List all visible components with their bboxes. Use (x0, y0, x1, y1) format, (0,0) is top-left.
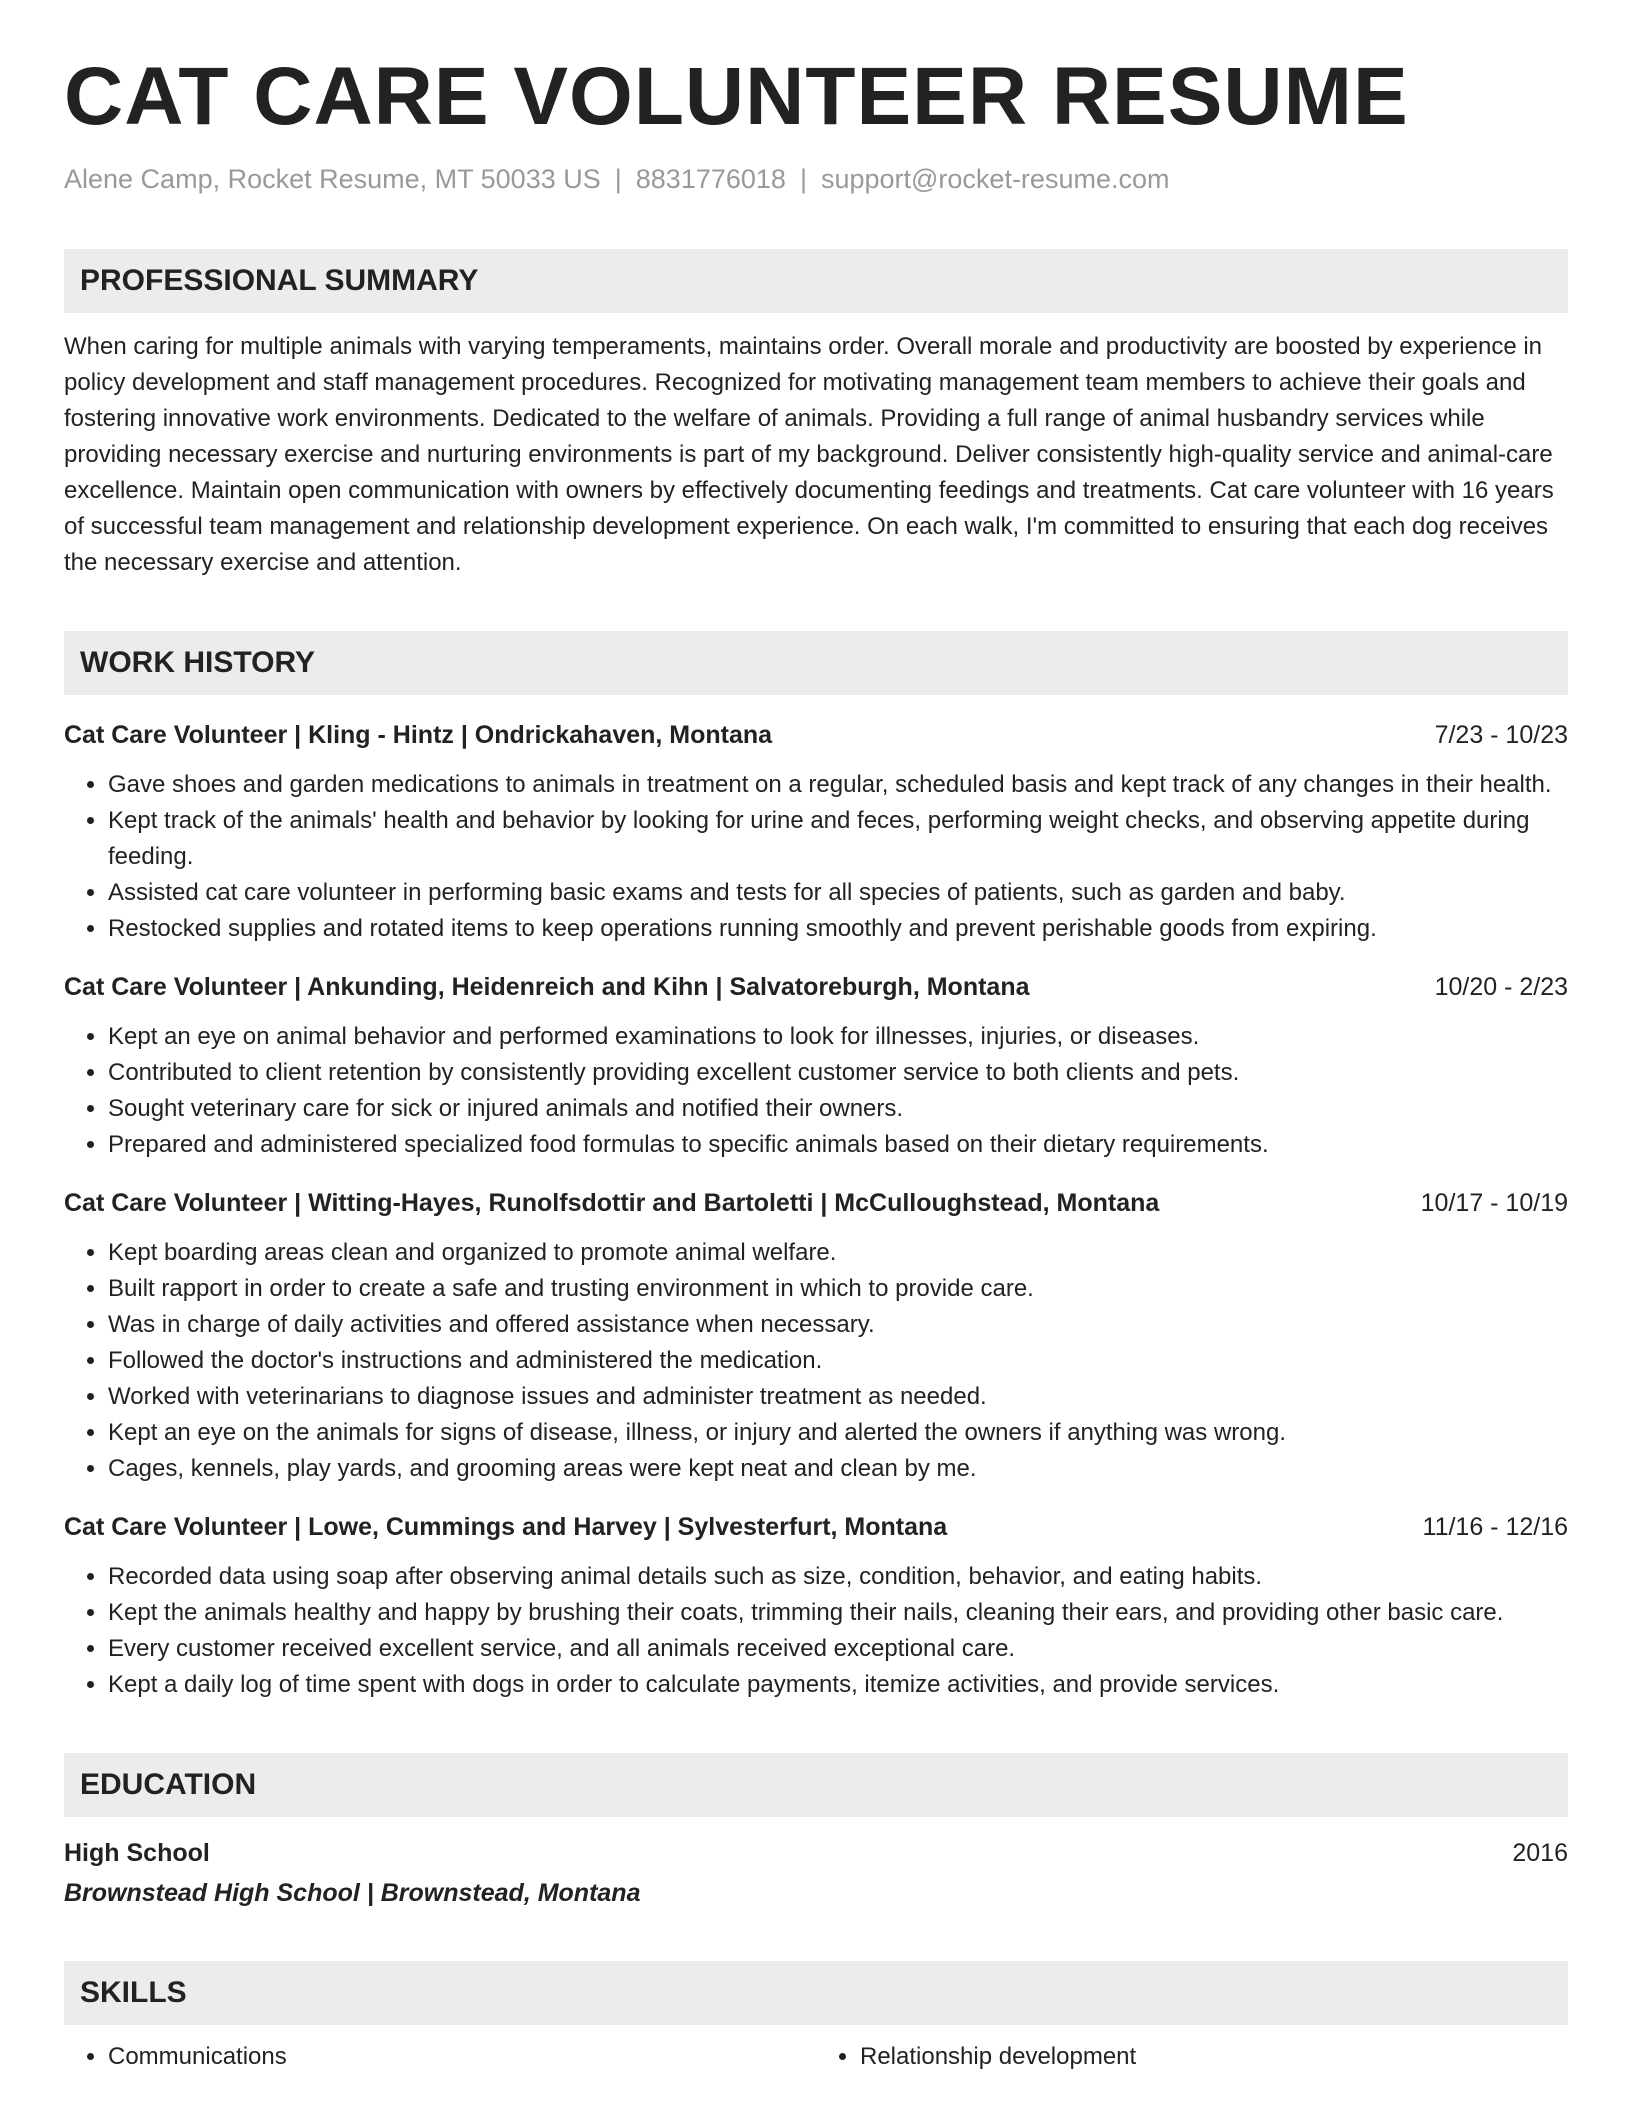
job-bullet: • Was in charge of daily activities and offered assistance when necessary. (108, 1307, 1568, 1343)
resume-title: CAT CARE VOLUNTEER RESUME (64, 51, 1409, 142)
job-bullet: • Recorded data using soap after observing animal details such as size, condition, behavior, and eating habits. (108, 1559, 1568, 1595)
skill-item: • Communications (108, 2039, 816, 2075)
summary-heading: PROFESSIONAL SUMMARY (64, 249, 1568, 313)
job-entry (64, 717, 1568, 947)
summary-text: When caring for multiple animals with varying temperaments, maintains order. Overall morale and productivity are boosted by experience in policy development and staff management procedures. Recognized for motivating management team members to achieve their goals and fostering innovative work environments. Dedicated to the welfare of animals. Providing a full range of animal husbandry services while providing necessary exercise and nurturing environments is part of my background. Deliver consistently high-quality service and animal-care excellence. Maintain open communication with owners by effectively documenting feedings and treatments. Cat care volunteer with 16 years of successful team management and relationship development experience. On each walk, I'm committed to ensuring that each dog receives the necessary exercise and attention. (64, 333, 1554, 577)
job-entry (64, 1185, 1568, 1487)
job-title: Cat Care Volunteer | Ankunding, Heidenreich and Kihn | Salvatoreburgh, Montana (64, 973, 1030, 1002)
job-bullet: • Every customer received excellent service, and all animals received exceptional care. (108, 1631, 1568, 1667)
job-dates: 10/20 - 2/23 (1434, 973, 1568, 1002)
education-school: Brownstead High School | Brownstead, Montana (64, 1879, 641, 1908)
skills-heading: SKILLS (64, 1961, 1568, 2025)
job-bullet: • Gave shoes and garden medications to animals in treatment on a regular, scheduled basis and kept track of any changes in their health. (108, 767, 1568, 803)
contact-separator: | (614, 164, 622, 195)
contact-email: support@rocket-resume.com (820, 164, 1170, 195)
work-history-heading: WORK HISTORY (64, 631, 1568, 695)
job-bullets (64, 767, 1568, 947)
contact-phone: 8831776018 (635, 164, 786, 195)
job-dates: 11/16 - 12/16 (1422, 1513, 1568, 1542)
job-bullet: • Contributed to client retention by consistently providing excellent customer service to both clients and pets. (108, 1055, 1568, 1091)
contact-line (64, 162, 1568, 197)
job-entry (64, 969, 1568, 1163)
job-bullet: • Worked with veterinarians to diagnose issues and administer treatment as needed. (108, 1379, 1568, 1415)
skills-column-right (816, 2039, 1568, 2075)
job-bullets (64, 1559, 1568, 1703)
education-year: 2016 (1512, 1839, 1568, 1868)
job-bullets (64, 1019, 1568, 1163)
skills-column-left (64, 2039, 816, 2075)
job-bullet: • Cages, kennels, play yards, and grooming areas were kept neat and clean by me. (108, 1451, 1568, 1487)
skill-item: • Relationship development (860, 2039, 1568, 2075)
job-bullet: • Kept an eye on animal behavior and performed examinations to look for illnesses, injuries, or diseases. (108, 1019, 1568, 1055)
job-bullets (64, 1235, 1568, 1487)
job-bullet: • Built rapport in order to create a safe and trusting environment in which to provide care. (108, 1271, 1568, 1307)
job-bullet: • Assisted cat care volunteer in performing basic exams and tests for all species of patients, such as garden and baby. (108, 875, 1568, 911)
job-bullet: • Kept boarding areas clean and organized to promote animal welfare. (108, 1235, 1568, 1271)
job-dates: 7/23 - 10/23 (1434, 721, 1568, 750)
job-title: Cat Care Volunteer | Kling - Hintz | Ondrickahaven, Montana (64, 721, 773, 750)
job-bullet: • Sought veterinary care for sick or injured animals and notified their owners. (108, 1091, 1568, 1127)
job-bullet: • Kept a daily log of time spent with dogs in order to calculate payments, itemize activities, and provide services. (108, 1667, 1568, 1703)
education-entry (64, 1835, 1568, 1871)
job-bullet: • Kept track of the animals' health and behavior by looking for urine and feces, performing weight checks, and observing appetite during feeding. (108, 803, 1568, 875)
skills-list (64, 2039, 1568, 2075)
job-entry (64, 1509, 1568, 1703)
contact-address: Alene Camp, Rocket Resume, MT 50033 US (64, 164, 601, 195)
job-bullet: • Restocked supplies and rotated items to keep operations running smoothly and prevent perishable goods from expiring. (108, 911, 1568, 947)
job-bullet: • Kept the animals healthy and happy by brushing their coats, trimming their nails, cleaning their ears, and providing other basic care. (108, 1595, 1568, 1631)
education-degree: High School (64, 1839, 210, 1868)
job-title: Cat Care Volunteer | Lowe, Cummings and Harvey | Sylvesterfurt, Montana (64, 1513, 948, 1542)
contact-separator: | (799, 164, 807, 195)
job-bullet: • Kept an eye on the animals for signs of disease, illness, or injury and alerted the owners if anything was wrong. (108, 1415, 1568, 1451)
job-dates: 10/17 - 10/19 (1420, 1189, 1568, 1218)
job-bullet: • Followed the doctor's instructions and administered the medication. (108, 1343, 1568, 1379)
job-bullet: • Prepared and administered specialized food formulas to specific animals based on their dietary requirements. (108, 1127, 1568, 1163)
job-title: Cat Care Volunteer | Witting-Hayes, Runolfsdottir and Bartoletti | McCulloughstead, Montana (64, 1189, 1160, 1218)
education-heading: EDUCATION (64, 1753, 1568, 1817)
